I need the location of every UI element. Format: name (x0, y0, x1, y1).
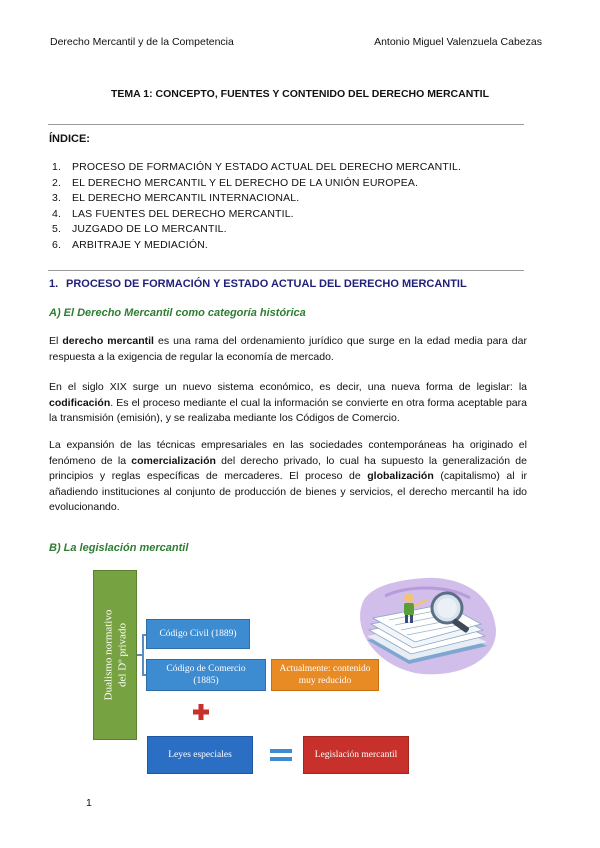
paragraph-2: En el siglo XIX surge un nuevo sistema económico, es decir, una nueva forma de legislar: la codificación. Es el proceso mediante el cual la información se convierte en otra forma aceptable para la transmisión (emisión), y se realizaba mediante los Códigos de Comercio. (49, 381, 527, 424)
legislacion-mercantil-box: Legislación mercantil (303, 736, 409, 774)
plus-icon (193, 704, 209, 720)
actualmente-box: Actualmente: contenido muy reducido (271, 659, 379, 691)
paragraph-1: El derecho mercantil es una rama del ordenamiento jurídico que surge en la edad media para dar respuesta a la exigencia de regular la economía de mercado. (49, 335, 527, 363)
document-title: TEMA 1: CONCEPTO, FUENTES Y CONTENIDO DEL DERECHO MERCANTIL (110, 88, 490, 100)
page-number: 1 (86, 797, 92, 809)
equals-icon (270, 748, 292, 762)
index-item: 3. EL DERECHO MERCANTIL INTERNACIONAL. (52, 192, 300, 204)
connector (142, 634, 144, 676)
index-item: 1. PROCESO DE FORMACIÓN Y ESTADO ACTUAL DEL DERECHO MERCANTIL. (52, 161, 462, 173)
leyes-especiales-box: Leyes especiales (147, 736, 253, 774)
codigo-comercio-box: Código de Comercio (1885) (146, 659, 266, 691)
header-left: Derecho Mercantil y de la Competencia (50, 36, 234, 48)
header-right: Antonio Miguel Valenzuela Cabezas (374, 36, 542, 48)
index-item: 4. LAS FUENTES DEL DERECHO MERCANTIL. (52, 207, 294, 220)
paragraph-3: La expansión de las técnicas empresariales en las sociedades contemporáneas ha originado el fenómeno de la comercialización del derecho privado, lo cual ha supuesto la generalización de principios y reglas específicas de mercaderes. El proceso de globalización (capitalismo) al ir añadiendo instituciones al conjunto de producción de bienes y servicios, el derecho mercantil ha ido evolucionando. (49, 439, 527, 513)
documents-magnifier-illustration (345, 568, 505, 680)
dualism-box: Dualismo normativo del Dº privado (93, 570, 137, 740)
divider (48, 270, 524, 271)
subheading-a: A) El Derecho Mercantil como categoría histórica (49, 307, 306, 319)
index-title: ÍNDICE: (49, 133, 90, 145)
codigo-civil-box: Código Civil (1889) (146, 619, 250, 649)
index-list (52, 160, 461, 253)
subheading-b: B) La legislación mercantil (49, 542, 189, 554)
divider (48, 124, 524, 125)
index-item: 2. EL DERECHO MERCANTIL Y EL DERECHO DE LA UNIÓN EUROPEA. (52, 176, 419, 189)
index-item: 6. ARBITRAJE Y MEDIACIÓN. (52, 238, 208, 251)
section-title: 1. PROCESO DE FORMACIÓN Y ESTADO ACTUAL DEL DERECHO MERCANTIL (49, 278, 467, 290)
index-item: 5. JUZGADO DE LO MERCANTIL. (52, 223, 227, 235)
